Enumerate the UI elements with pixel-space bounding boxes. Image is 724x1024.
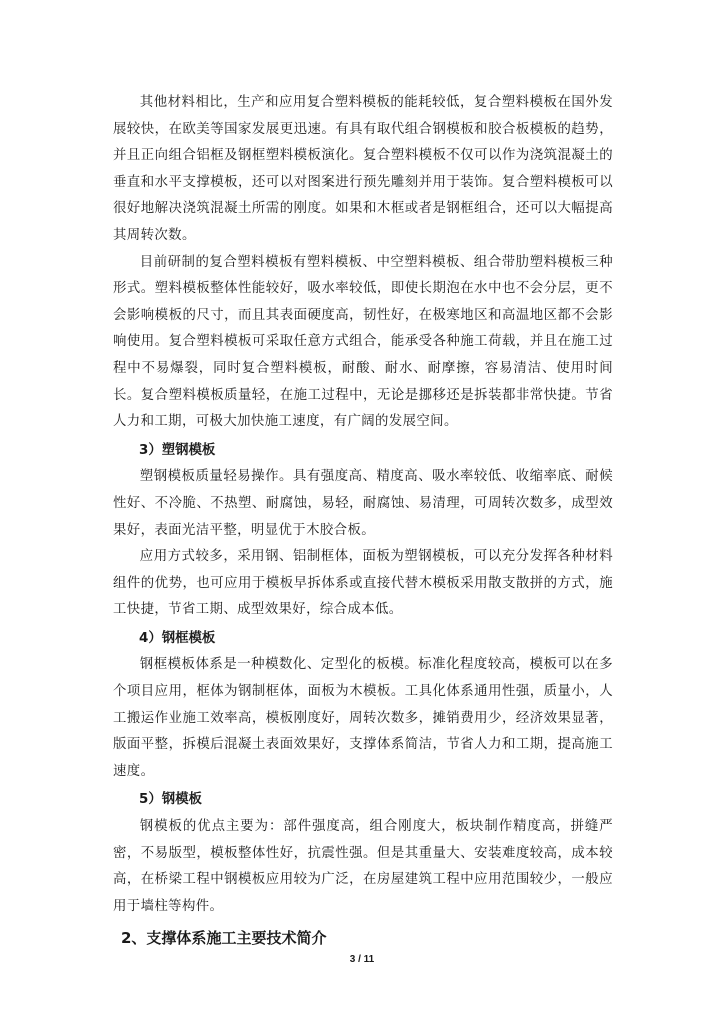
paragraph: 目前研制的复合塑料模板有塑料模板、中空塑料模板、组合带肋塑料模板三种形式。塑料模板整体性能较好，吸水率较低，即使长期泡在水中也不会分层，更不会影响模板的尺寸，而且其表面硬度高，韧性好，在极寒地区和高温地区都不会影响使用。复合塑料模板可采取任意方式组合，能承受各种施工荷载，并且在施工过程中不易爆裂，同时复合塑料模板，耐酸、耐水、耐摩擦，容易清洁、使用时间长。复合塑料模板质量轻，在施工过程中，无论是挪移还是拆装都非常快捷。节省人力和工期，可极大加快施工速度，有广阔的发展空间。 xyxy=(113,254,613,430)
document-body xyxy=(113,90,613,952)
subheading: 5）钢模板 xyxy=(139,792,202,808)
subheading: 4）钢框模板 xyxy=(139,630,216,646)
subheading: 3）塑钢模板 xyxy=(139,442,216,458)
section-heading: 2、支撑体系施工主要技术简介 xyxy=(121,929,327,948)
page-number: 3 / 11 xyxy=(349,954,375,965)
paragraph: 钢模板的优点主要为：部件强度高，组合刚度大，板块制作精度高，拼缝严密，不易版型，模板整体性好，抗震性强。但是其重量大、安装难度较高，成本较高，在桥梁工程中钢模板应用较为广泛，在房屋建筑工程中应用范围较少，一般应用于墙柱等构件。 xyxy=(113,819,613,914)
paragraph: 应用方式较多，采用钢、铝制框体，面板为塑钢模板，可以充分发挥各种材料组件的优势，也可应用于模板早拆体系或直接代替木模板采用散支散拼的方式，施工快捷，节省工期、成型效果好，综合成本低。 xyxy=(113,549,613,618)
paragraph: 其他材料相比，生产和应用复合塑料模板的能耗较低，复合塑料模板在国外发展较快，在欧美等国家发展更迅速。有具有取代组合钢模板和胶合板模板的趋势，并且正向组合铝框及钢框塑料模板演化。复合塑料模板不仅可以作为浇筑混凝土的垂直和水平支撑模板，还可以对图案进行预先雕刻并用于装饰。复合塑料模板可以很好地解决浇筑混凝土所需的刚度。如果和木框或者是钢框组合，还可以大幅提高其周转次数。 xyxy=(113,95,613,243)
paragraph: 钢框模板体系是一种模数化、定型化的板模。标准化程度较高，模板可以在多个项目应用，框体为钢制框体，面板为木模板。工具化体系通用性强，质量小，人工搬运作业施工效率高，模板刚度好，周转次数多，摊销费用少，经济效果显著，版面平整，拆模后混凝土表面效果好，支撑体系简洁，节省人力和工期，提高施工速度。 xyxy=(113,657,613,779)
paragraph: 塑钢模板质量轻易操作。具有强度高、精度高、吸水率较低、收缩率底、耐候性好、不冷脆、不热塑、耐腐蚀，易轻，耐腐蚀、易清理，可周转次数多，成型效果好，表面光洁平整，明显优于木胶合板。 xyxy=(113,469,613,538)
